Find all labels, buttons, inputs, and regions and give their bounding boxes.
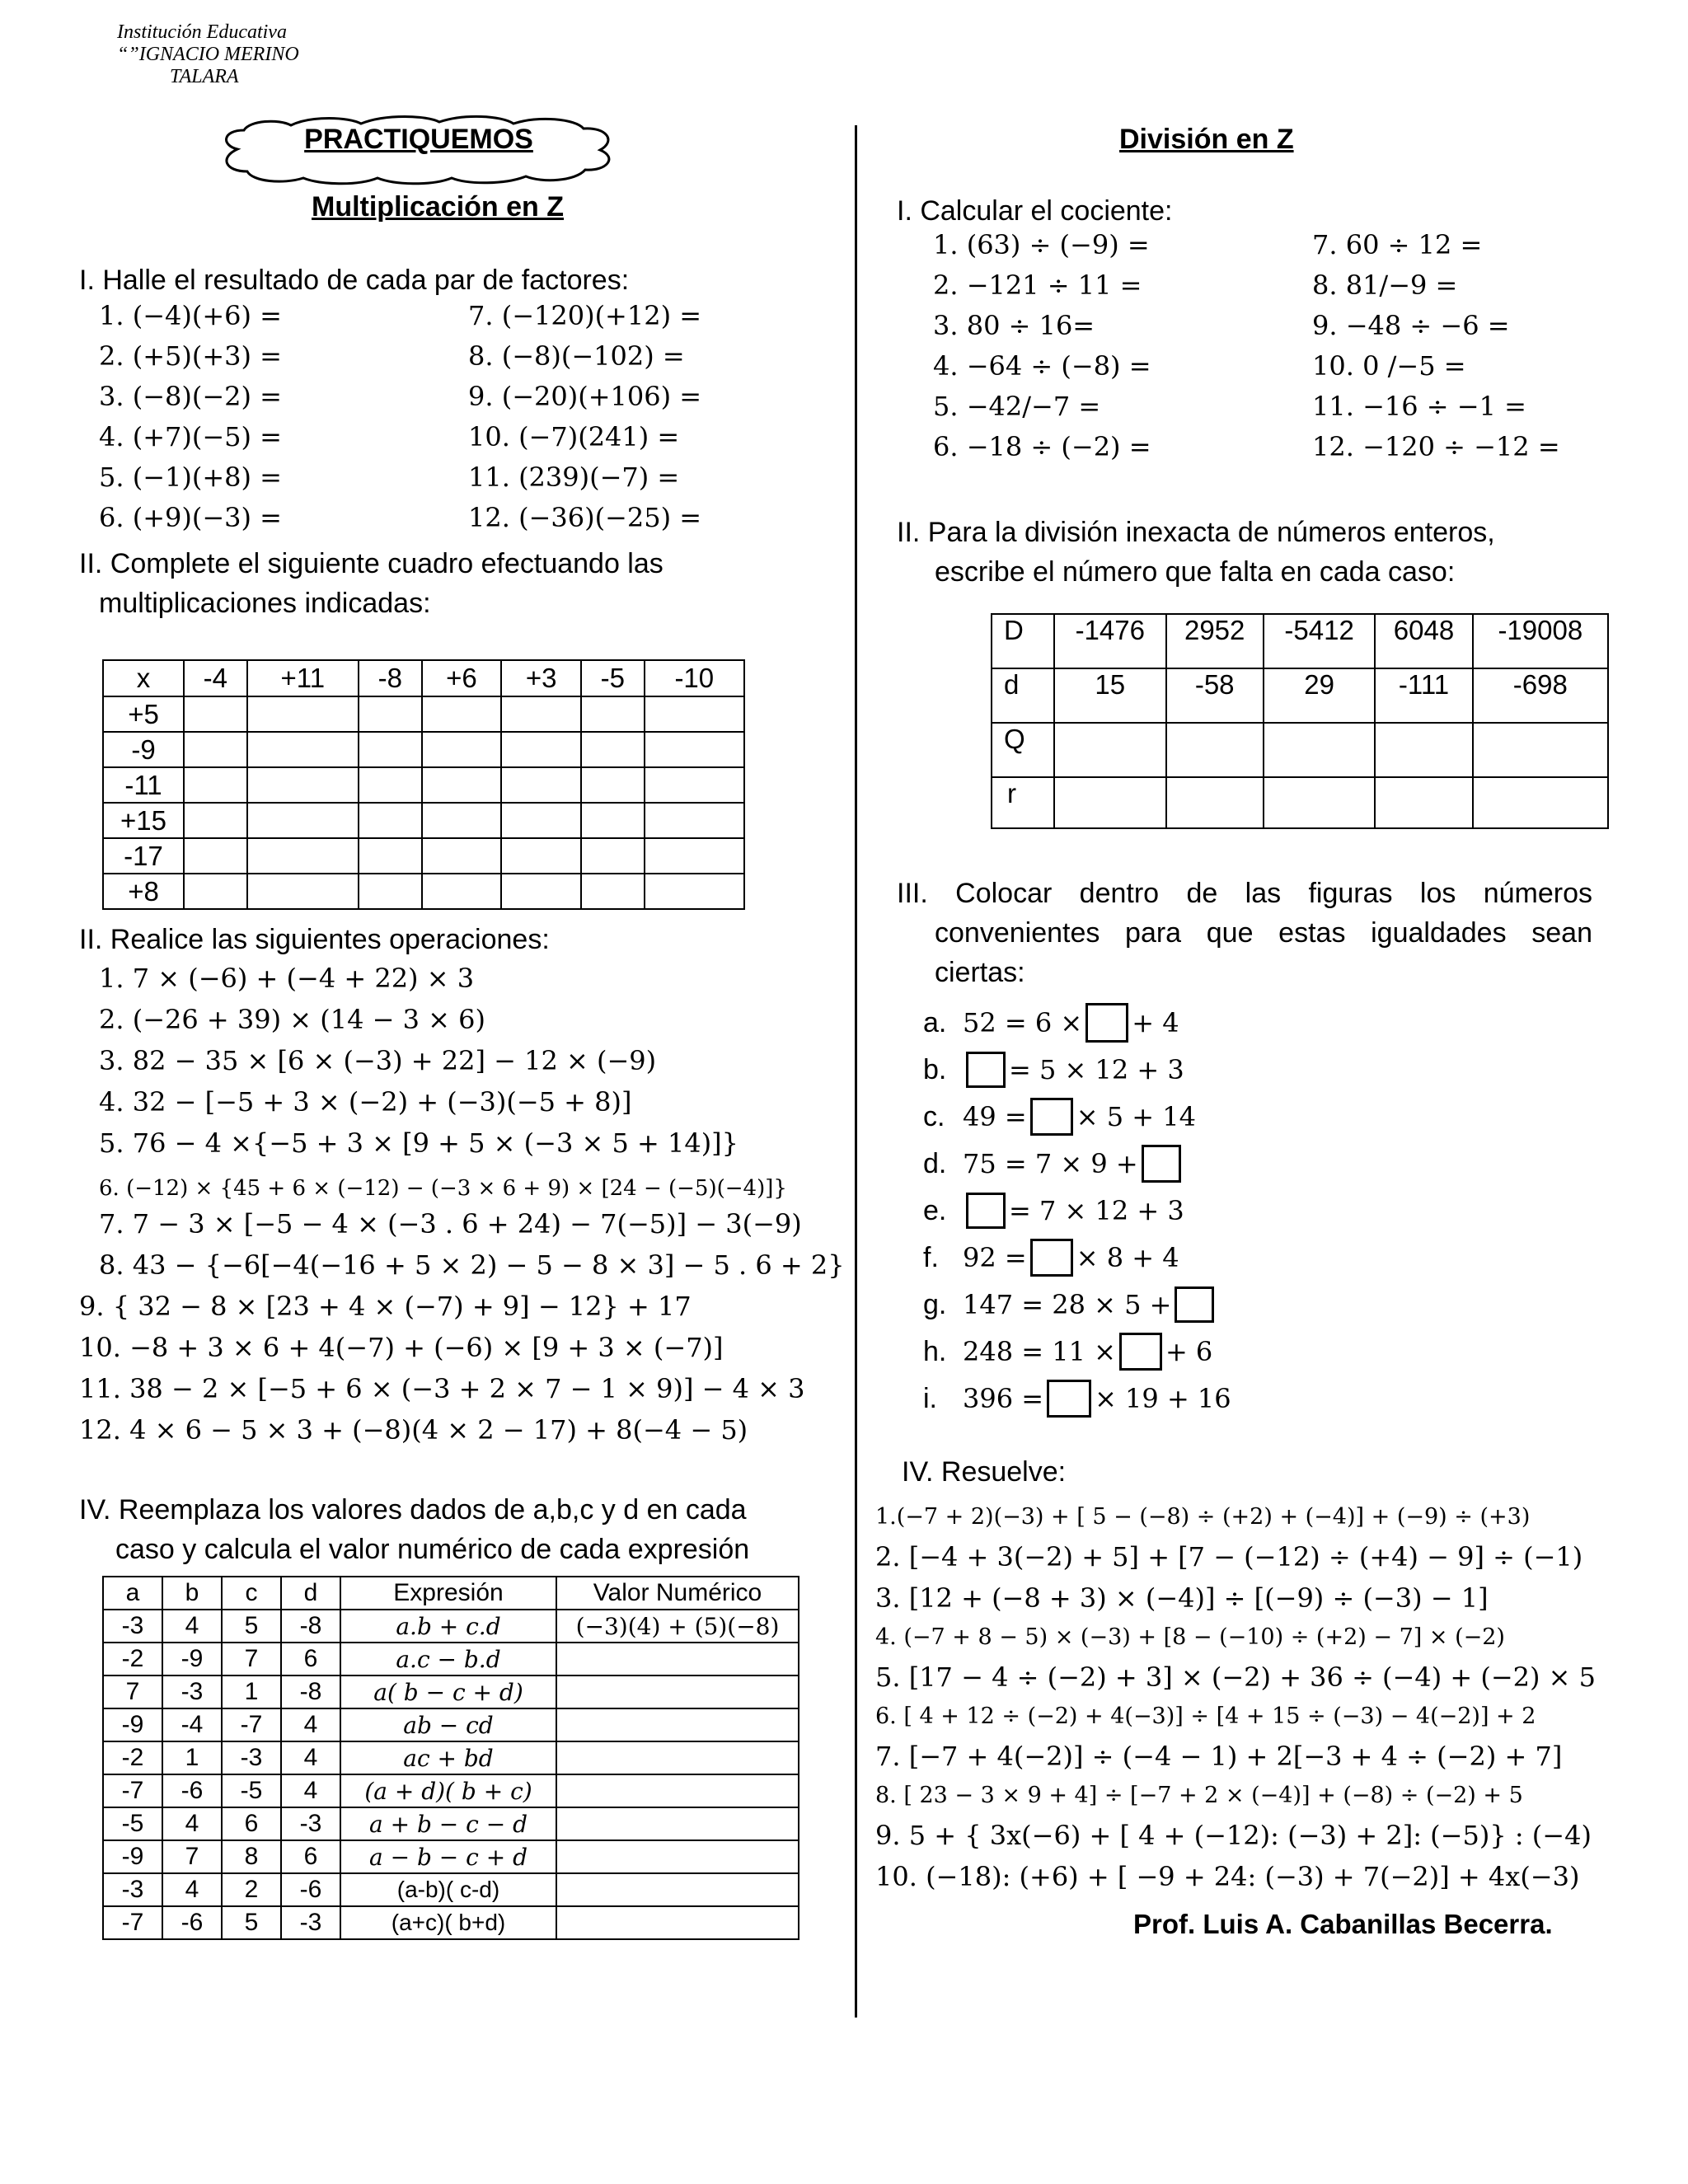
equation-label: a. [923, 1006, 947, 1038]
inexact-cell: 29 [1264, 668, 1376, 723]
sub-row [103, 1741, 799, 1774]
equation-label: e. [923, 1194, 947, 1226]
grid-cell[interactable] [501, 874, 581, 909]
grid-cell[interactable] [501, 732, 581, 767]
mult-heading: I. Halle el resultado de cada par de factores: [79, 265, 630, 296]
sub-value[interactable] [556, 1840, 799, 1873]
grid-cell[interactable] [501, 838, 581, 874]
sub-value[interactable] [556, 1873, 799, 1906]
grid-cell[interactable] [359, 838, 422, 874]
grid-cell[interactable] [359, 803, 422, 838]
resuelve-item: 5. [17 − 4 ÷ (−2) + 3] × (−2) + 36 ÷ (−4) + (−2) × 5 [875, 1661, 1596, 1693]
sub-value[interactable] [556, 1708, 799, 1741]
grid-cell[interactable] [359, 767, 422, 803]
grid-row [103, 732, 744, 767]
box-equation [923, 1093, 1231, 1140]
sub-value[interactable] [556, 1774, 799, 1807]
equation-left: 248 = 11 × [963, 1335, 1116, 1367]
table-heading-2: multiplicaciones indicadas: [99, 588, 431, 619]
inexact-cell[interactable] [1473, 777, 1608, 828]
division-item: 6. −18 ÷ (−2) = [933, 431, 1151, 462]
sub-cell: -3 [281, 1906, 340, 1939]
resuelve-item: 4. (−7 + 8 − 5) × (−3) + [8 − (−10) ÷ (+2) − 7] × (−2) [875, 1624, 1505, 1650]
table-heading-1: II. Complete el siguiente cuadro efectuando las [79, 548, 663, 579]
grid-cell[interactable] [645, 803, 744, 838]
sub-row [103, 1906, 799, 1939]
mult-item: 5. (−1)(+8) = [99, 462, 282, 493]
mult-item: 12. (−36)(−25) = [468, 502, 702, 533]
grid-cell[interactable] [581, 874, 645, 909]
sub-cell: 7 [222, 1643, 281, 1675]
resuelve-item: 3. [12 + (−8 + 3) × (−4)] ÷ [(−9) ÷ (−3) − 1] [875, 1582, 1489, 1614]
equation-right: × 5 + 14 [1076, 1100, 1196, 1132]
grid-cell[interactable] [247, 732, 359, 767]
resuelve-item: 10. (−18): (+6) + [ −9 + 24: (−3) + 7(−2)] + 4x(−3) [875, 1861, 1580, 1892]
sub-cell: -9 [162, 1643, 222, 1675]
grid-row-label: +5 [103, 696, 184, 732]
resuelve-item: 1.(−7 + 2)(−3) + [ 5 − (−8) ÷ (+2) + (−4)] + (−9) ÷ (+3) [875, 1504, 1531, 1530]
division-item: 1. (63) ÷ (−9) = [933, 229, 1150, 260]
sub-header-row [103, 1577, 799, 1610]
operation-item: 10. −8 + 3 × 6 + 4(−7) + (−6) × [9 + 3 × (−7)] [79, 1332, 724, 1363]
mult-item: 8. (−8)(−102) = [468, 340, 685, 372]
answer-box[interactable] [1030, 1239, 1073, 1277]
operations-heading: II. Realice las siguientes operaciones: [79, 924, 550, 955]
grid-cell[interactable] [422, 803, 502, 838]
answer-box[interactable] [1047, 1380, 1091, 1418]
sub-cell: 4 [281, 1774, 340, 1807]
equation-left: 49 = [963, 1100, 1027, 1132]
sub-header-cell: Expresión [340, 1577, 556, 1610]
grid-row-label: -17 [103, 838, 184, 874]
box-equation [923, 999, 1231, 1046]
equation-right: + 4 [1132, 1006, 1179, 1038]
sub-expression: a( b − c + d) [340, 1675, 556, 1708]
operations-list [79, 963, 845, 1455]
resuelve-item: 6. [ 4 + 12 ÷ (−2) + 4(−3)] ÷ [4 + 15 ÷ (−3) − 4(−2)] + 2 [875, 1704, 1536, 1729]
grid-row-label: -9 [103, 732, 184, 767]
sub-cell: 4 [281, 1741, 340, 1774]
division-item: 7. 60 ÷ 12 = [1312, 229, 1483, 260]
inexact-division-table [991, 613, 1609, 829]
operation-item: 5. 76 − 4 ×{−5 + 3 × [9 + 5 × (−3 × 5 + 14)]} [99, 1127, 739, 1159]
column-divider [855, 125, 857, 2018]
resuelve-item: 9. 5 + { 3x(−6) + [ 4 + (−12): (−3) + 2]: (−5)} : (−4) [875, 1820, 1592, 1851]
box-equation [923, 1046, 1231, 1093]
sub-expression: (a+c)( b+d) [340, 1906, 556, 1939]
sub-row [103, 1643, 799, 1675]
grid-cell[interactable] [645, 767, 744, 803]
inexact-row [992, 723, 1608, 777]
grid-cell[interactable] [581, 838, 645, 874]
sub-header-cell: Valor Numérico [556, 1577, 799, 1610]
sub-expression: (a + d)( b + c) [340, 1774, 556, 1807]
sub-value[interactable] [556, 1807, 799, 1840]
operation-item: 7. 7 − 3 × [−5 − 4 × (−3 . 6 + 24) − 7(−5)] − 3(−9) [99, 1208, 802, 1240]
grid-header-cell: +6 [422, 660, 502, 696]
mult-item: 3. (−8)(−2) = [99, 381, 282, 412]
operation-item: 3. 82 − 35 × [6 × (−3) + 22] − 12 × (−9) [99, 1045, 657, 1076]
inexact-row-label: Q [992, 723, 1054, 777]
sub-row [103, 1873, 799, 1906]
division-col-a [933, 229, 1151, 471]
grid-header-cell: +3 [501, 660, 581, 696]
grid-cell[interactable] [184, 803, 247, 838]
equation-label: b. [923, 1053, 947, 1085]
grid-cell[interactable] [581, 803, 645, 838]
grid-header-cell: -5 [581, 660, 645, 696]
boxes-heading-2 [935, 913, 1592, 953]
grid-header-cell: -4 [184, 660, 247, 696]
mult-item: 2. (+5)(+3) = [99, 340, 282, 372]
equation-label: h. [923, 1335, 947, 1367]
substitution-table [102, 1576, 799, 1940]
equation-left: 75 = 7 × 9 + [963, 1147, 1138, 1179]
grid-cell[interactable] [184, 874, 247, 909]
sub-cell: 1 [222, 1675, 281, 1708]
division-item: 11. −16 ÷ −1 = [1312, 391, 1526, 422]
mult-col-b [468, 300, 701, 542]
grid-cell[interactable] [581, 696, 645, 732]
resuelve-item: 2. [−4 + 3(−2) + 5] + [7 − (−12) ÷ (+4) − 9] ÷ (−1) [875, 1541, 1583, 1572]
operation-item: 12. 4 × 6 − 5 × 3 + (−8)(4 × 2 − 17) + 8(−4 − 5) [79, 1414, 748, 1446]
sub-cell: -3 [162, 1675, 222, 1708]
grid-cell[interactable] [247, 838, 359, 874]
resuelve-heading: IV. Resuelve: [902, 1456, 1067, 1488]
sub-expression: (a-b)( c-d) [340, 1873, 556, 1906]
sub-cell: 7 [162, 1840, 222, 1873]
grid-row [103, 767, 744, 803]
sub-row [103, 1774, 799, 1807]
multiplication-grid [102, 659, 745, 910]
operation-item: 1. 7 × (−6) + (−4 + 22) × 3 [99, 963, 475, 994]
grid-row [103, 838, 744, 874]
sub-cell: 7 [103, 1675, 162, 1708]
grid-row-label: +8 [103, 874, 184, 909]
answer-box[interactable] [1119, 1333, 1162, 1371]
inexact-cell: 2952 [1166, 614, 1264, 668]
inexact-heading-2: escribe el número que falta en cada caso: [935, 556, 1456, 588]
sub-row [103, 1807, 799, 1840]
sub-cell: 6 [281, 1643, 340, 1675]
division-item: 8. 81/−9 = [1312, 269, 1458, 301]
sub-cell: -9 [103, 1708, 162, 1741]
sub-cell: -3 [103, 1610, 162, 1643]
box-equation [923, 1375, 1231, 1422]
inexact-row [992, 777, 1608, 828]
answer-box[interactable] [966, 1193, 1006, 1229]
division-item: 10. 0 /−5 = [1312, 350, 1466, 382]
sub-cell: -5 [103, 1807, 162, 1840]
grid-cell[interactable] [247, 696, 359, 732]
grid-cell[interactable] [501, 696, 581, 732]
grid-cell[interactable] [501, 803, 581, 838]
answer-box[interactable] [1142, 1145, 1181, 1183]
inexact-cell[interactable] [1264, 723, 1376, 777]
grid-row-label: +15 [103, 803, 184, 838]
answer-box[interactable] [1085, 1003, 1128, 1043]
resuelve-item: 8. [ 23 − 3 × 9 + 4] ÷ [−7 + 2 × (−4)] + (−8) ÷ (−2) + 5 [875, 1783, 1523, 1808]
equation-right: = 5 × 12 + 3 [1009, 1053, 1184, 1085]
school-city: TALARA [170, 66, 239, 87]
sub-value[interactable]: (−3)(4) + (5)(−8) [556, 1610, 799, 1643]
sub-cell: -6 [281, 1873, 340, 1906]
sub-cell: -2 [103, 1643, 162, 1675]
sub-header-cell: a [103, 1577, 162, 1610]
sub-cell: 4 [162, 1873, 222, 1906]
grid-header-cell: -8 [359, 660, 422, 696]
sub-expression: a + b − c − d [340, 1807, 556, 1840]
sub-cell: -6 [162, 1906, 222, 1939]
sub-cell: -5 [222, 1774, 281, 1807]
inexact-cell[interactable] [1166, 723, 1264, 777]
sub-cell: -6 [162, 1774, 222, 1807]
box-equation [923, 1281, 1231, 1328]
equation-left: 52 = 6 × [963, 1006, 1083, 1038]
grid-row [103, 803, 744, 838]
operation-item: 4. 32 − [−5 + 3 × (−2) + (−3)(−5 + 8)] [99, 1086, 632, 1118]
sub-value[interactable] [556, 1675, 799, 1708]
equation-label: g. [923, 1288, 947, 1320]
operation-item: 11. 38 − 2 × [−5 + 6 × (−3 + 2 × 7 − 1 × 9)] − 4 × 3 [79, 1373, 805, 1404]
resuelve-item: 7. [−7 + 4(−2)] ÷ (−4 − 1) + 2[−3 + 4 ÷ (−2) + 7] [875, 1741, 1563, 1772]
inexact-cell[interactable] [1473, 723, 1608, 777]
division-item: 2. −121 ÷ 11 = [933, 269, 1142, 301]
inexact-cell: 15 [1054, 668, 1166, 723]
sub-expression: ab − cd [340, 1708, 556, 1741]
grid-cell[interactable] [184, 696, 247, 732]
substitution-heading-2: caso y calcula el valor numérico de cada expresión [115, 1534, 750, 1565]
inexact-row-label: d [992, 668, 1054, 723]
grid-cell[interactable] [247, 874, 359, 909]
box-equation [923, 1234, 1231, 1281]
box-equation [923, 1328, 1231, 1375]
box-equation [923, 1140, 1231, 1187]
grid-header-cell: x [103, 660, 184, 696]
inexact-row [992, 668, 1608, 723]
inexact-cell: -58 [1166, 668, 1264, 723]
box-equation [923, 1187, 1231, 1234]
sub-header-cell: c [222, 1577, 281, 1610]
grid-cell[interactable] [422, 874, 502, 909]
sub-value[interactable] [556, 1643, 799, 1675]
inexact-cell: -5412 [1264, 614, 1376, 668]
inexact-row [992, 614, 1608, 668]
sub-cell: 5 [222, 1610, 281, 1643]
grid-cell[interactable] [247, 767, 359, 803]
grid-cell[interactable] [359, 732, 422, 767]
operation-item: 6. (−12) × {45 + 6 × (−12) − (−3 × 6 + 9) × [24 − (−5)(−4)]} [99, 1176, 787, 1201]
grid-header-cell: +11 [247, 660, 359, 696]
mult-item: 6. (+9)(−3) = [99, 502, 282, 533]
grid-cell[interactable] [501, 767, 581, 803]
inexact-cell[interactable] [1054, 723, 1166, 777]
equation-left: 396 = [963, 1382, 1044, 1414]
grid-cell[interactable] [184, 767, 247, 803]
sub-expression: ac + bd [340, 1741, 556, 1774]
mult-item: 11. (239)(−7) = [468, 462, 680, 493]
sub-expression: a.b + c.d [340, 1610, 556, 1643]
sub-cell: -9 [103, 1840, 162, 1873]
inexact-cell[interactable] [1264, 777, 1376, 828]
mult-item: 1. (−4)(+6) = [99, 300, 282, 331]
sub-row [103, 1840, 799, 1873]
sub-cell: -4 [162, 1708, 222, 1741]
equation-right: × 8 + 4 [1076, 1241, 1179, 1273]
sub-cell: 6 [222, 1807, 281, 1840]
sub-cell: -3 [281, 1807, 340, 1840]
grid-cell[interactable] [422, 696, 502, 732]
sub-cell: -8 [281, 1610, 340, 1643]
sub-row [103, 1675, 799, 1708]
grid-row [103, 874, 744, 909]
inexact-row-label: r [992, 777, 1054, 828]
grid-cell[interactable] [422, 732, 502, 767]
equation-label: d. [923, 1147, 947, 1179]
grid-header-row [103, 660, 744, 696]
grid-cell[interactable] [645, 696, 744, 732]
grid-cell[interactable] [581, 732, 645, 767]
division-item: 9. −48 ÷ −6 = [1312, 310, 1510, 341]
division-item: 3. 80 ÷ 16= [933, 310, 1095, 341]
inexact-row-label: D [992, 614, 1054, 668]
teacher-signature: Prof. Luis A. Cabanillas Becerra. [1133, 1909, 1553, 1939]
boxes-heading-1 [897, 874, 1592, 913]
sub-cell: 1 [162, 1741, 222, 1774]
inexact-cell: -698 [1473, 668, 1608, 723]
banner-title: PRACTIQUEMOS [304, 124, 533, 155]
grid-cell[interactable] [645, 732, 744, 767]
sub-cell: -2 [103, 1741, 162, 1774]
sub-cell: 2 [222, 1873, 281, 1906]
inexact-cell: 6048 [1375, 614, 1472, 668]
sub-cell: -7 [103, 1774, 162, 1807]
equation-label: f. [923, 1241, 939, 1273]
sub-row [103, 1708, 799, 1741]
left-title: Multiplicación en Z [312, 191, 565, 223]
inexact-cell[interactable] [1166, 777, 1264, 828]
sub-value[interactable] [556, 1741, 799, 1774]
school-title: “”IGNACIO MERINO [117, 44, 299, 65]
answer-box[interactable] [966, 1052, 1006, 1088]
mult-col-a [99, 300, 282, 542]
equation-right: = 7 × 12 + 3 [1009, 1194, 1184, 1226]
sub-value[interactable] [556, 1906, 799, 1939]
boxes-heading-text: convenientes para que estas igualdades sean [935, 917, 1592, 949]
sub-cell: -7 [103, 1906, 162, 1939]
equation-left: 147 = 28 × 5 + [963, 1288, 1172, 1320]
sub-cell: 6 [281, 1840, 340, 1873]
substitution-heading-1: IV. Reemplaza los valores dados de a,b,c y d en cada [79, 1494, 747, 1526]
sub-cell: 8 [222, 1840, 281, 1873]
division-item: 4. −64 ÷ (−8) = [933, 350, 1151, 382]
answer-box[interactable] [1030, 1098, 1073, 1136]
equation-label: i. [923, 1382, 937, 1414]
grid-cell[interactable] [645, 874, 744, 909]
division-col-b [1312, 229, 1560, 471]
school-name: Institución Educativa [117, 21, 287, 43]
inexact-cell[interactable] [1054, 777, 1166, 828]
sub-cell: 4 [162, 1807, 222, 1840]
division-item: 12. −120 ÷ −12 = [1312, 431, 1560, 462]
right-title: División en Z [1119, 124, 1294, 155]
grid-cell[interactable] [645, 838, 744, 874]
grid-cell[interactable] [359, 874, 422, 909]
inexact-cell: -19008 [1473, 614, 1608, 668]
sub-cell: 4 [281, 1708, 340, 1741]
sub-cell: -3 [103, 1873, 162, 1906]
division-heading: I. Calcular el cociente: [897, 195, 1173, 227]
sub-row [103, 1610, 799, 1643]
equation-right: × 19 + 16 [1095, 1382, 1231, 1414]
grid-header-cell: -10 [645, 660, 744, 696]
operation-item: 8. 43 − {−6[−4(−16 + 5 × 2) − 5 − 8 × 3] − 5 . 6 + 2} [99, 1249, 845, 1281]
mult-item: 9. (−20)(+106) = [468, 381, 702, 412]
sub-header-cell: b [162, 1577, 222, 1610]
resuelve-list [875, 1498, 1596, 1897]
sub-cell: 5 [222, 1906, 281, 1939]
boxes-heading-3: ciertas: [935, 957, 1025, 988]
sub-expression: a − b − c + d [340, 1840, 556, 1873]
equation-label: c. [923, 1100, 945, 1132]
mult-item: 4. (+7)(−5) = [99, 421, 282, 452]
inexact-cell: -1476 [1054, 614, 1166, 668]
sub-header-cell: d [281, 1577, 340, 1610]
grid-cell[interactable] [422, 838, 502, 874]
grid-row [103, 696, 744, 732]
mult-item: 10. (−7)(241) = [468, 421, 680, 452]
inexact-cell: -111 [1375, 668, 1472, 723]
equation-right: + 6 [1165, 1335, 1213, 1367]
sub-cell: 4 [162, 1610, 222, 1643]
grid-row-label: -11 [103, 767, 184, 803]
equation-left: 92 = [963, 1241, 1027, 1273]
sub-cell: -8 [281, 1675, 340, 1708]
grid-cell[interactable] [247, 803, 359, 838]
grid-cell[interactable] [581, 767, 645, 803]
mult-item: 7. (−120)(+12) = [468, 300, 702, 331]
grid-cell[interactable] [184, 838, 247, 874]
answer-box[interactable] [1175, 1286, 1214, 1323]
inexact-cell[interactable] [1375, 777, 1472, 828]
operation-item: 2. (−26 + 39) × (14 − 3 × 6) [99, 1004, 485, 1035]
boxes-heading-text: III. Colocar dentro de las figuras los números [897, 878, 1592, 909]
inexact-cell[interactable] [1375, 723, 1472, 777]
division-item: 5. −42/−7 = [933, 391, 1101, 422]
operation-item: 9. { 32 − 8 × [23 + 4 × (−7) + 9] − 12} + 17 [79, 1291, 692, 1322]
sub-cell: -3 [222, 1741, 281, 1774]
inexact-heading-1: II. Para la división inexacta de números enteros, [897, 517, 1495, 548]
grid-cell[interactable] [359, 696, 422, 732]
sub-cell: -7 [222, 1708, 281, 1741]
grid-cell[interactable] [184, 732, 247, 767]
sub-expression: a.c − b.d [340, 1643, 556, 1675]
grid-cell[interactable] [422, 767, 502, 803]
box-equations [923, 999, 1231, 1422]
